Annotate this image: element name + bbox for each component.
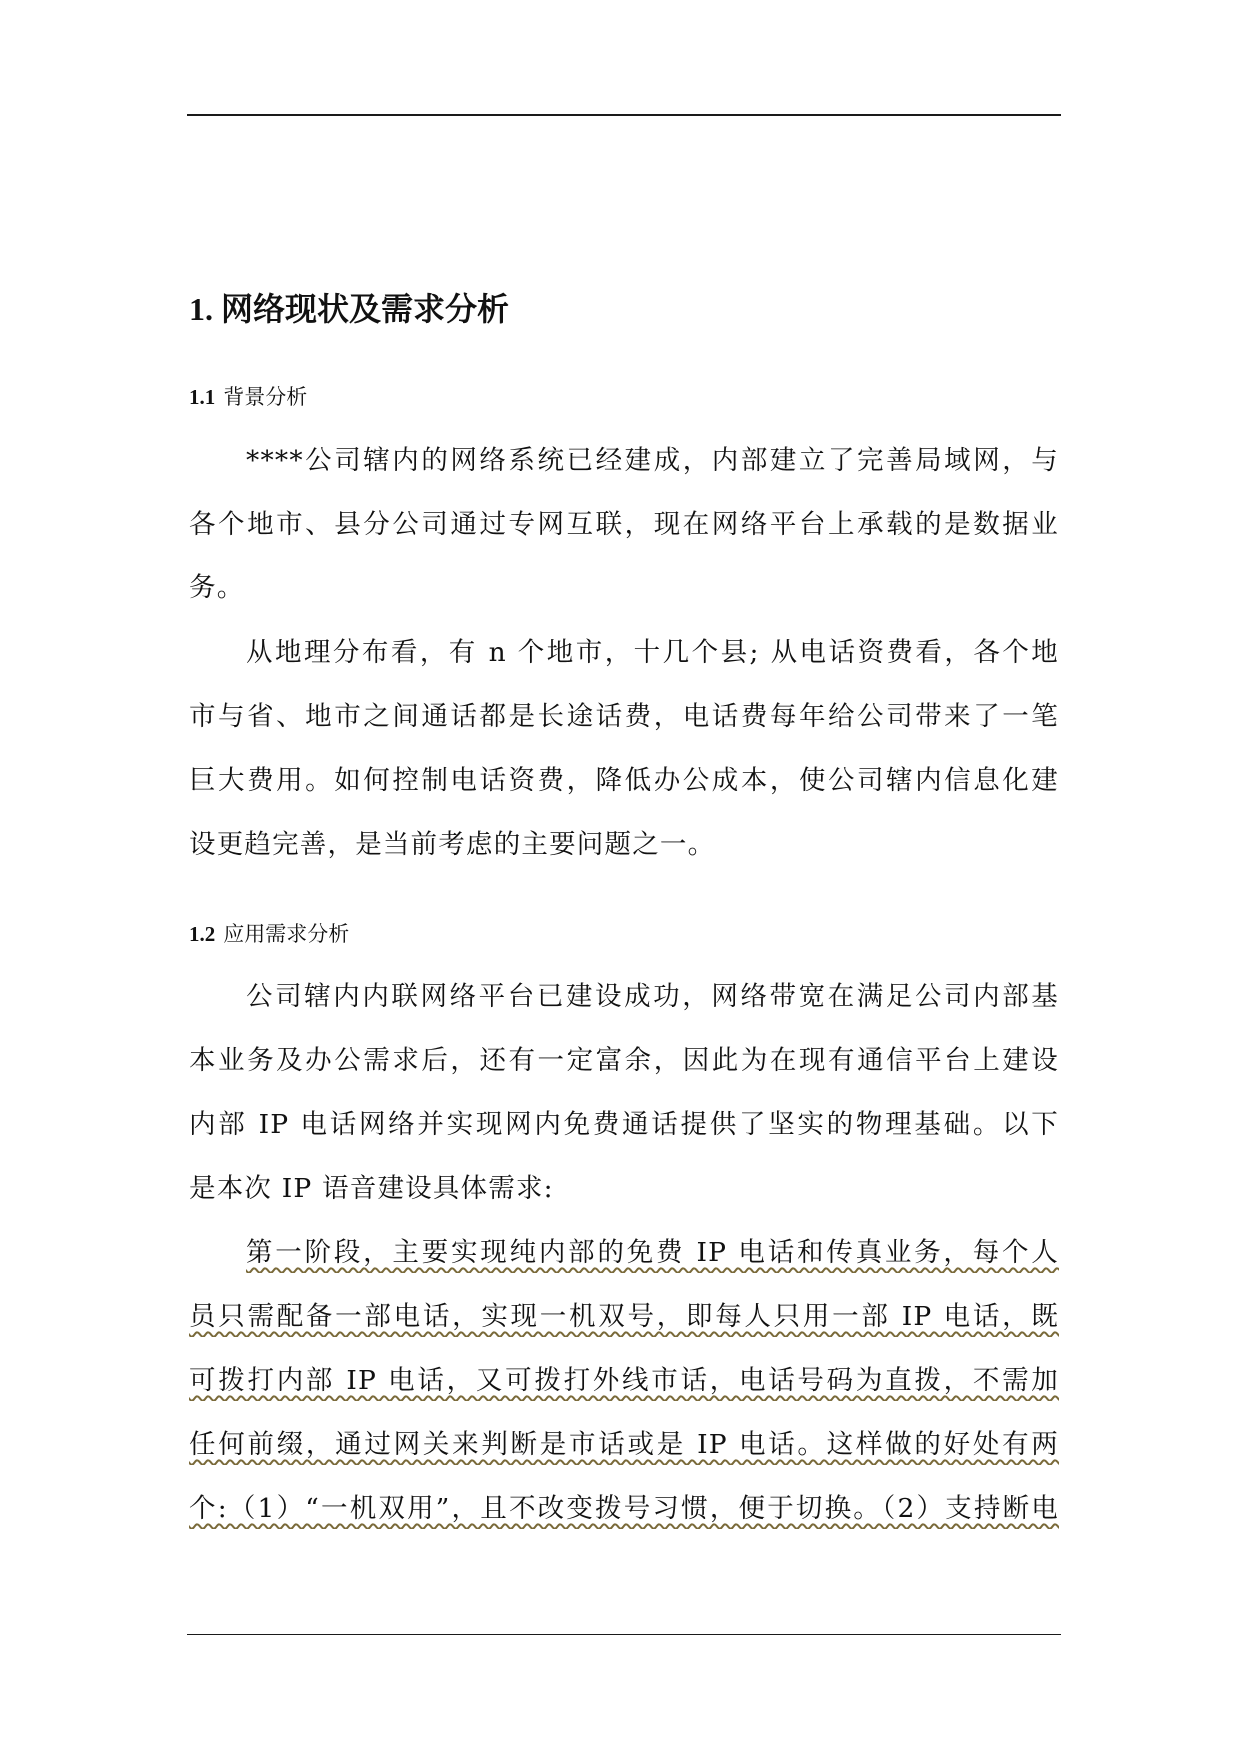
underlined-paragraph-line <box>189 1489 1059 1529</box>
paragraph-line: 本业务及办公需求后，还有一定富余，因此为在现有通信平台上建设 <box>189 1045 1059 1076</box>
underlined-text: 第一阶段，主要实现纯内部的免费 IP 电话和传真业务，每个人 <box>246 1237 1059 1268</box>
paragraph-line: 公司辖内内联网络平台已建设成功，网络带宽在满足公司内部基 <box>246 981 1059 1012</box>
header-rule <box>187 114 1061 116</box>
footer-rule <box>187 1634 1061 1635</box>
underlined-paragraph-line <box>189 1361 1059 1401</box>
heading-1-number: 1. <box>189 291 213 327</box>
paragraph-line: 各个地市、县分公司通过专网互联，现在网络平台上承载的是数据业 <box>189 509 1059 540</box>
paragraph-line: 巨大费用。如何控制电话资费，降低办公成本，使公司辖内信息化建 <box>189 765 1059 796</box>
paragraph-line: 设更趋完善，是当前考虑的主要问题之一。 <box>189 829 716 860</box>
underlined-text: 任何前缀，通过网关来判断是市话或是 IP 电话。这样做的好处有两 <box>189 1429 1059 1460</box>
paragraph-line: 从地理分布看，有 n 个地市，十几个县; 从电话资费看，各个地 <box>246 637 1059 668</box>
heading-1-2-number: 1.2 <box>189 922 216 946</box>
paragraph-line: 内部 IP 电话网络并实现网内免费通话提供了坚实的物理基础。以下 <box>189 1109 1059 1140</box>
heading-1-1-title: 背景分析 <box>223 385 308 409</box>
heading-1-title: 网络现状及需求分析 <box>221 291 510 327</box>
underlined-text: 可拨打内部 IP 电话，又可拨打外线市话，电话号码为直拨，不需加 <box>189 1365 1059 1396</box>
heading-1 <box>189 289 509 329</box>
heading-1-2-title: 应用需求分析 <box>223 922 350 946</box>
paragraph-line: ****公司辖内的网络系统已经建成，内部建立了完善局域网，与 <box>246 445 1059 476</box>
underlined-paragraph-line <box>246 1233 1059 1273</box>
paragraph-line: 务。 <box>189 572 245 603</box>
underlined-paragraph-line <box>189 1425 1059 1465</box>
underlined-paragraph-line <box>189 1297 1059 1337</box>
paragraph-line: 市与省、地市之间通话都是长途话费，电话费每年给公司带来了一笔 <box>189 701 1059 732</box>
underlined-text: 个:（1）“一机双用”，且不改变拨号习惯，便于切换。（2）支持断电 <box>189 1493 1059 1524</box>
heading-1-1 <box>189 383 307 411</box>
heading-1-2 <box>189 920 349 948</box>
heading-1-1-number: 1.1 <box>189 385 216 409</box>
paragraph-line: 是本次 IP 语音建设具体需求: <box>189 1173 554 1204</box>
underlined-text: 员只需配备一部电话，实现一机双号，即每人只用一部 IP 电话，既 <box>189 1301 1059 1332</box>
